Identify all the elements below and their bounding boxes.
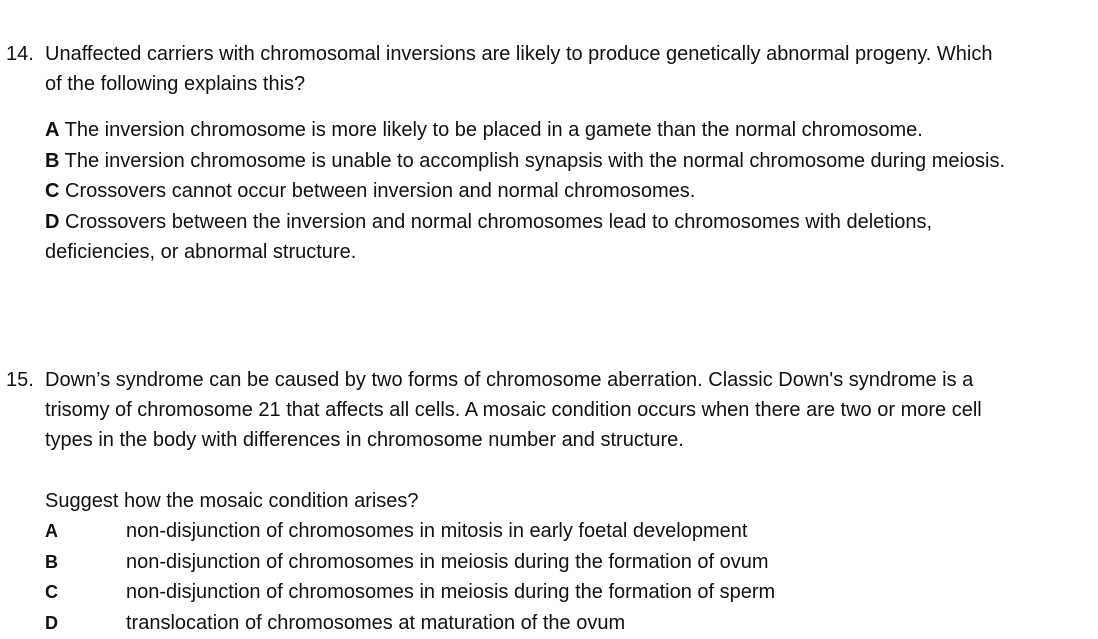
option-letter: A xyxy=(45,521,58,541)
option-b xyxy=(6,547,1086,578)
question-stem-line xyxy=(6,425,1086,455)
option-c xyxy=(6,577,1086,608)
option-letter: D xyxy=(45,210,60,233)
option-text: Crossovers between the inversion and normal chromosomes lead to chromosomes with deletions, xyxy=(59,210,933,233)
question-stem-line xyxy=(6,69,1086,99)
option-text: non-disjunction of chromosomes in mitosis in early foetal development xyxy=(126,520,748,542)
question-14 xyxy=(6,39,1086,268)
option-letter: C xyxy=(45,582,58,603)
option-letter: B xyxy=(45,551,58,572)
question-stem-text: Unaffected carriers with chromosomal inversions are likely to produce genetically abnormal progeny. Which xyxy=(45,43,993,65)
option-text: Crossovers cannot occur between inversion and normal chromosomes. xyxy=(59,180,696,203)
question-stem-text: Down’s syndrome can be caused by two forms of chromosome aberration. Classic Down's syndrome is a xyxy=(45,369,974,391)
option-d xyxy=(6,207,1086,238)
option-text: The inversion chromosome is more likely to be placed in a gamete than the normal chromosome. xyxy=(59,119,923,141)
question-number: 14. xyxy=(6,43,34,65)
option-text: non-disjunction of chromosomes in meiosis during the formation of sperm xyxy=(126,581,776,604)
question-prompt-text: Suggest how the mosaic condition arises? xyxy=(45,490,419,512)
option-a xyxy=(6,115,1086,146)
question-stem-line xyxy=(6,395,1086,425)
option-letter: B xyxy=(45,149,60,172)
question-15 xyxy=(6,365,1086,638)
question-stem-line xyxy=(6,39,1086,69)
question-number: 15. xyxy=(6,369,34,391)
option-letter: D xyxy=(45,612,58,633)
option-letter: C xyxy=(45,180,60,203)
option-c xyxy=(6,176,1086,207)
question-stem-text: types in the body with differences in chromosome number and structure. xyxy=(45,429,684,451)
question-stem-text: of the following explains this? xyxy=(45,73,306,95)
option-text: non-disjunction of chromosomes in meiosis during the formation of ovum xyxy=(126,550,769,573)
option-d-continuation xyxy=(6,237,1086,268)
question-stem-text: trisomy of chromosome 21 that affects all cells. A mosaic condition occurs when there are two or more cell xyxy=(45,399,982,421)
option-d xyxy=(6,608,1086,639)
option-letter: A xyxy=(45,119,60,141)
option-text: deficiencies, or abnormal structure. xyxy=(45,241,357,264)
option-text: The inversion chromosome is unable to accomplish synapsis with the normal chromosome during meiosis. xyxy=(59,149,1006,172)
option-a xyxy=(6,516,1086,547)
option-text: translocation of chromosomes at maturation of the ovum xyxy=(126,611,626,634)
question-prompt xyxy=(6,486,1086,516)
question-stem-line xyxy=(6,365,1086,395)
option-b xyxy=(6,146,1086,177)
